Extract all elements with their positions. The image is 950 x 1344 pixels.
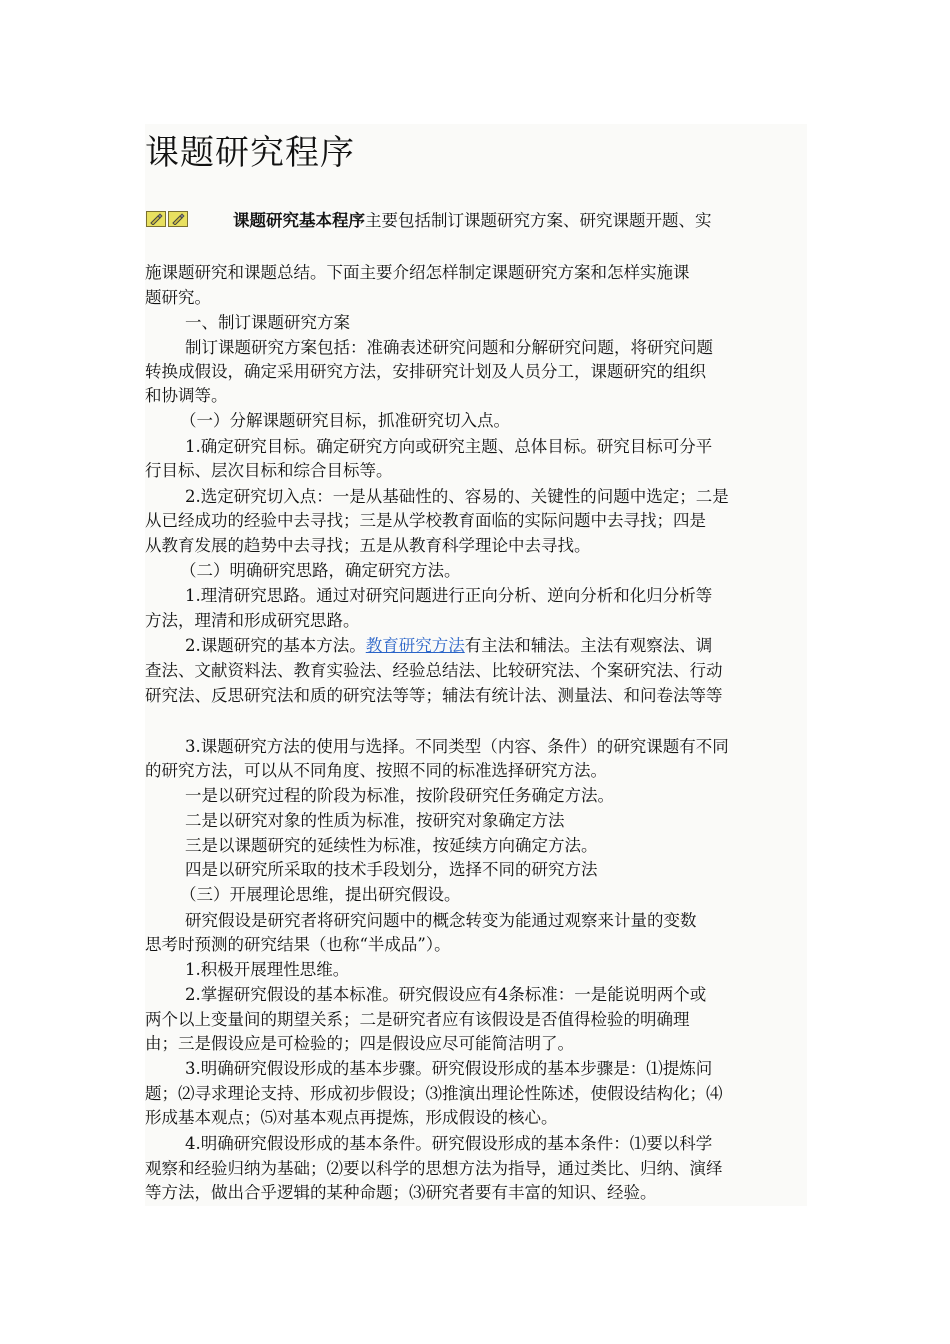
paragraph-line: 施课题研究和课题总结。下面主要介绍怎样制定课题研究方案和怎样实施课 bbox=[145, 263, 690, 282]
paragraph-line: 观察和经验归纳为基础；⑵要以科学的思想方法为指导，通过类比、归纳、演绎 bbox=[145, 1159, 723, 1178]
paragraph-line: 的研究方法，可以从不同角度、按照不同的标准选择研究方法。 bbox=[145, 761, 607, 780]
paragraph-line: 1.积极开展理性思维。 bbox=[185, 960, 350, 979]
paragraph-line: 形成基本观点；⑸对基本观点再提炼，形成假设的核心。 bbox=[145, 1108, 558, 1127]
paragraph-line: 2.选定研究切入点：一是从基础性的、容易的、关键性的问题中选定；二是 bbox=[185, 487, 729, 506]
paragraph-line: 1.理清研究思路。通过对研究问题进行正向分析、逆向分析和化归分析等 bbox=[185, 586, 713, 605]
paragraph-line: 研究假设是研究者将研究问题中的概念转变为能通过观察来计量的变数 bbox=[185, 911, 697, 930]
criteria-line: 四是以研究所采取的技术手段划分，选择不同的研究方法 bbox=[185, 860, 598, 879]
paragraph-line: 4.明确研究假设形成的基本条件。研究假设形成的基本条件：⑴要以科学 bbox=[185, 1134, 713, 1153]
pencil-icon bbox=[146, 211, 166, 227]
page-title: 课题研究程序 bbox=[145, 133, 355, 173]
item-text: 有主法和辅法。主法有观察法、调 bbox=[464, 636, 713, 655]
paragraph-line: 思考时预测的研究结果（也称“半成品”）。 bbox=[145, 935, 451, 954]
paragraph-line: 等方法，做出合乎逻辑的某种命题；⑶研究者要有丰富的知识、经验。 bbox=[145, 1183, 657, 1202]
paragraph-line: 题；⑵寻求理论支持、形成初步假设；⑶推演出理论性陈述，使假设结构化；⑷ bbox=[145, 1084, 723, 1103]
paragraph-line: 2.掌握研究假设的基本标准。研究假设应有4条标准：一是能说明两个或 bbox=[185, 985, 707, 1004]
paragraph-line: 研究法、反思研究法和质的研究法等等；辅法有统计法、测量法、和问卷法等等 bbox=[145, 686, 723, 705]
subsection-heading: （三）开展理论思维，提出研究假设。 bbox=[180, 885, 461, 904]
intro-bold: 课题研究基本程序 bbox=[233, 211, 365, 230]
paragraph-line: 从已经成功的经验中去寻找；三是从学校教育面临的实际问题中去寻找；四是 bbox=[145, 511, 706, 530]
paragraph-line: 和协调等。 bbox=[145, 386, 228, 405]
intro-line bbox=[233, 208, 807, 233]
icon-group bbox=[146, 211, 188, 227]
criteria-line: 二是以研究对象的性质为标准，按研究对象确定方法 bbox=[185, 811, 565, 830]
paragraph-line: 方法，理清和形成研究思路。 bbox=[145, 611, 360, 630]
paragraph-line: 制订课题研究方案包括：准确表述研究问题和分解研究问题，将研究问题 bbox=[185, 338, 713, 357]
paragraph-line: 从教育发展的趋势中去寻找；五是从教育科学理论中去寻找。 bbox=[145, 536, 591, 555]
paragraph-line: 3.课题研究方法的使用与选择。不同类型（内容、条件）的研究课题有不同 bbox=[185, 737, 729, 756]
paragraph-line: 由；三是假设应是可检验的；四是假设应尽可能简洁明了。 bbox=[145, 1034, 574, 1053]
intro-text: 主要包括制订课题研究方案、研究课题开题、实 bbox=[365, 211, 712, 230]
paragraph-line: 查法、文献资料法、教育实验法、经验总结法、比较研究法、个案研究法、行动 bbox=[145, 661, 723, 680]
subsection-heading: （一）分解课题研究目标，抓准研究切入点。 bbox=[180, 411, 510, 430]
pencil-icon bbox=[168, 211, 188, 227]
education-research-methods-link[interactable]: 教育研究方法 bbox=[365, 636, 465, 655]
paragraph-line: 转换成假设，确定采用研究方法，安排研究计划及人员分工，课题研究的组织 bbox=[145, 362, 706, 381]
criteria-line: 一是以研究过程的阶段为标准，按阶段研究任务确定方法。 bbox=[185, 786, 614, 805]
paragraph-line: 题研究。 bbox=[145, 288, 211, 307]
paragraph-line: 1.确定研究目标。确定研究方向或研究主题、总体目标。研究目标可分平 bbox=[185, 437, 713, 456]
subsection-heading: （二）明确研究思路，确定研究方法。 bbox=[180, 561, 461, 580]
paragraph-line bbox=[185, 633, 807, 658]
section-heading: 一、制订课题研究方案 bbox=[185, 313, 350, 332]
item-text: 2.课题研究的基本方法。 bbox=[185, 636, 366, 655]
criteria-line: 三是以课题研究的延续性为标准，按延续方向确定方法。 bbox=[185, 836, 598, 855]
paragraph-line: 3.明确研究假设形成的基本步骤。研究假设形成的基本步骤是：⑴提炼问 bbox=[185, 1059, 713, 1078]
paragraph-line: 两个以上变量间的期望关系；二是研究者应有该假设是否值得检验的明确理 bbox=[145, 1010, 690, 1029]
paragraph-line: 行目标、层次目标和综合目标等。 bbox=[145, 461, 393, 480]
